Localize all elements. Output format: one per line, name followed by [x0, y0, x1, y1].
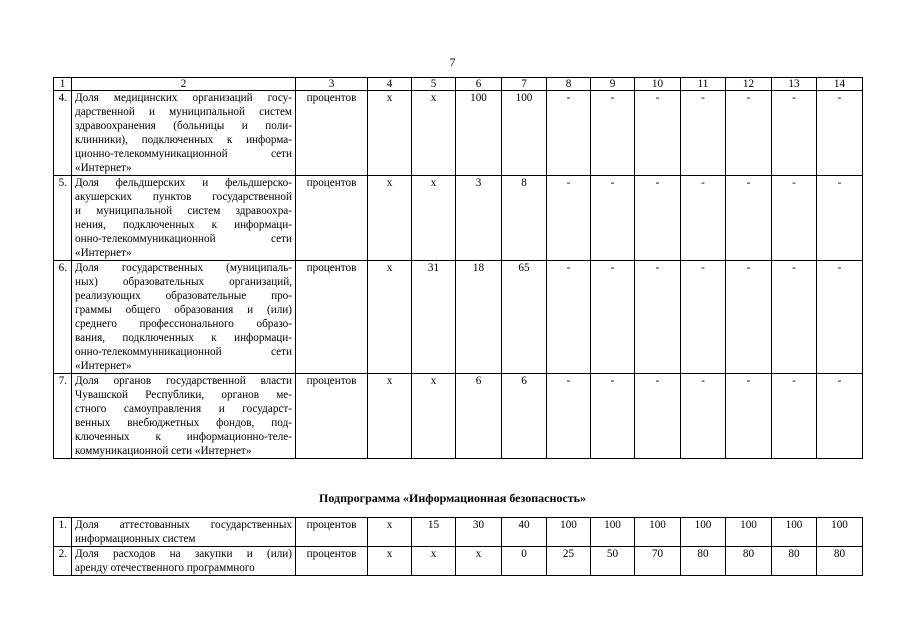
value-cell: 3 [456, 176, 502, 261]
description-line: Доля фельдшерских и фельдшерско- [75, 177, 292, 189]
value-cell: х [412, 374, 456, 459]
value-cell: х [412, 176, 456, 261]
description-line: ключенных к информационно-теле- [75, 431, 292, 443]
column-header: 8 [547, 78, 591, 91]
value-cell: х [368, 176, 412, 261]
page-number: 7 [449, 55, 456, 69]
column-header: 9 [591, 78, 635, 91]
indicator-description [72, 518, 296, 547]
row-number: 1. [54, 518, 72, 547]
description-line: Чувашской Республики, органов ме- [75, 389, 292, 401]
value-cell: 100 [502, 91, 547, 176]
description-line: Доля аттестованных государственных [75, 519, 292, 531]
value-cell: - [817, 374, 863, 459]
value-cell: - [635, 261, 681, 374]
column-header: 13 [772, 78, 817, 91]
value-cell: 65 [502, 261, 547, 374]
description-line: венных внебюджетных фондов, под- [75, 417, 292, 429]
indicator-description [72, 374, 296, 459]
value-cell: 100 [591, 518, 635, 547]
unit-cell: процентов [296, 261, 368, 374]
indicator-description [72, 91, 296, 176]
value-cell: 100 [635, 518, 681, 547]
value-cell: - [726, 261, 772, 374]
description-line: Доля органов государственной власти [75, 375, 292, 387]
value-cell: - [547, 176, 591, 261]
row-number: 5. [54, 176, 72, 261]
value-cell: - [681, 261, 726, 374]
table-row [54, 374, 863, 459]
row-number: 7. [54, 374, 72, 459]
description-line: информационных систем [75, 533, 196, 545]
unit-cell: процентов [296, 374, 368, 459]
value-cell: 100 [817, 518, 863, 547]
description-line: клинники), подключенных к информа- [75, 134, 292, 146]
description-line: ных) образовательных организаций, [75, 276, 292, 288]
subprogram-title: Подпрограмма «Информационная безопасность» [319, 491, 586, 505]
value-cell: 80 [681, 547, 726, 576]
value-cell: 0 [502, 547, 547, 576]
value-cell: - [772, 261, 817, 374]
description-line: стного самоуправления и государст- [75, 403, 292, 415]
row-number: 6. [54, 261, 72, 374]
description-line: реализующих образовательные про- [75, 290, 292, 302]
description-line: онно-телекоммуникационной сети [75, 233, 292, 245]
column-header: 3 [296, 78, 368, 91]
unit-cell: процентов [296, 176, 368, 261]
value-cell: - [547, 91, 591, 176]
table-row [54, 547, 863, 576]
value-cell: - [772, 91, 817, 176]
description-line: онно-телекоммунникационной сети [75, 346, 292, 358]
description-line: и муниципальной систем здравоохра- [75, 205, 292, 217]
description-line: вания, подключенных к информаци- [75, 332, 292, 344]
value-cell: - [681, 91, 726, 176]
value-cell: 25 [547, 547, 591, 576]
row-number: 2. [54, 547, 72, 576]
value-cell: 30 [456, 518, 502, 547]
value-cell: - [681, 176, 726, 261]
value-cell: 70 [635, 547, 681, 576]
unit-cell: процентов [296, 547, 368, 576]
column-header: 14 [817, 78, 863, 91]
value-cell: 31 [412, 261, 456, 374]
indicator-description [72, 261, 296, 374]
value-cell: - [547, 374, 591, 459]
value-cell: х [368, 547, 412, 576]
description-line: Доля государственных (муниципаль- [75, 262, 292, 274]
value-cell: 18 [456, 261, 502, 374]
value-cell: - [635, 374, 681, 459]
column-header: 12 [726, 78, 772, 91]
value-cell: 40 [502, 518, 547, 547]
value-cell: - [635, 176, 681, 261]
description-line: «Интернет» [75, 162, 132, 174]
description-line: акушерских пунктов государственной [75, 191, 292, 203]
value-cell: х [368, 261, 412, 374]
value-cell: - [726, 91, 772, 176]
table-row [54, 91, 863, 176]
description-line: дарственной и муниципальной систем [75, 106, 292, 118]
value-cell: - [591, 176, 635, 261]
description-line: Доля медицинских организаций госу- [75, 92, 292, 104]
value-cell: 6 [456, 374, 502, 459]
value-cell: - [635, 91, 681, 176]
row-number: 4. [54, 91, 72, 176]
value-cell: х [412, 91, 456, 176]
description-line: коммуникационной сети «Интернет» [75, 445, 252, 457]
table-row [54, 261, 863, 374]
value-cell: 100 [456, 91, 502, 176]
value-cell: 100 [547, 518, 591, 547]
description-line: граммы общего образования и (или) [75, 304, 292, 316]
column-header: 5 [412, 78, 456, 91]
value-cell: - [591, 91, 635, 176]
value-cell: - [726, 374, 772, 459]
description-line: «Интернет» [75, 360, 132, 372]
indicators-table [53, 77, 863, 459]
description-line: здравоохранения (больницы и поли- [75, 120, 292, 132]
value-cell: - [591, 374, 635, 459]
unit-cell: процентов [296, 518, 368, 547]
value-cell: 80 [817, 547, 863, 576]
value-cell: 100 [772, 518, 817, 547]
value-cell: 8 [502, 176, 547, 261]
column-header: 4 [368, 78, 412, 91]
value-cell: 15 [412, 518, 456, 547]
value-cell: 80 [726, 547, 772, 576]
table-row [54, 176, 863, 261]
value-cell: - [772, 374, 817, 459]
header-row [54, 78, 863, 91]
indicator-description [72, 176, 296, 261]
value-cell: 6 [502, 374, 547, 459]
value-cell: 100 [681, 518, 726, 547]
column-header: 2 [72, 78, 296, 91]
column-header: 10 [635, 78, 681, 91]
unit-cell: процентов [296, 91, 368, 176]
subprogram-table [53, 517, 863, 576]
value-cell: - [817, 261, 863, 374]
column-header: 1 [54, 78, 72, 91]
description-line: ционно-телекоммуникационной сети [75, 148, 292, 160]
column-header: 11 [681, 78, 726, 91]
indicator-description [72, 547, 296, 576]
column-header: 6 [456, 78, 502, 91]
value-cell: х [368, 91, 412, 176]
description-line: Доля расходов на закупки и (или) [75, 548, 292, 560]
value-cell: х [412, 547, 456, 576]
column-header: 7 [502, 78, 547, 91]
value-cell: - [547, 261, 591, 374]
description-line: аренду отечественного программного [75, 562, 255, 574]
value-cell: 80 [772, 547, 817, 576]
value-cell: - [817, 91, 863, 176]
value-cell: 100 [726, 518, 772, 547]
value-cell: - [681, 374, 726, 459]
value-cell: 50 [591, 547, 635, 576]
value-cell: х [368, 374, 412, 459]
value-cell: - [817, 176, 863, 261]
value-cell: х [368, 518, 412, 547]
value-cell: х [456, 547, 502, 576]
description-line: «Интернет» [75, 247, 132, 259]
description-line: среднего профессионального образо- [75, 318, 292, 330]
value-cell: - [772, 176, 817, 261]
table-row [54, 518, 863, 547]
value-cell: - [591, 261, 635, 374]
value-cell: - [726, 176, 772, 261]
description-line: нения, подключенных к информаци- [75, 219, 292, 231]
